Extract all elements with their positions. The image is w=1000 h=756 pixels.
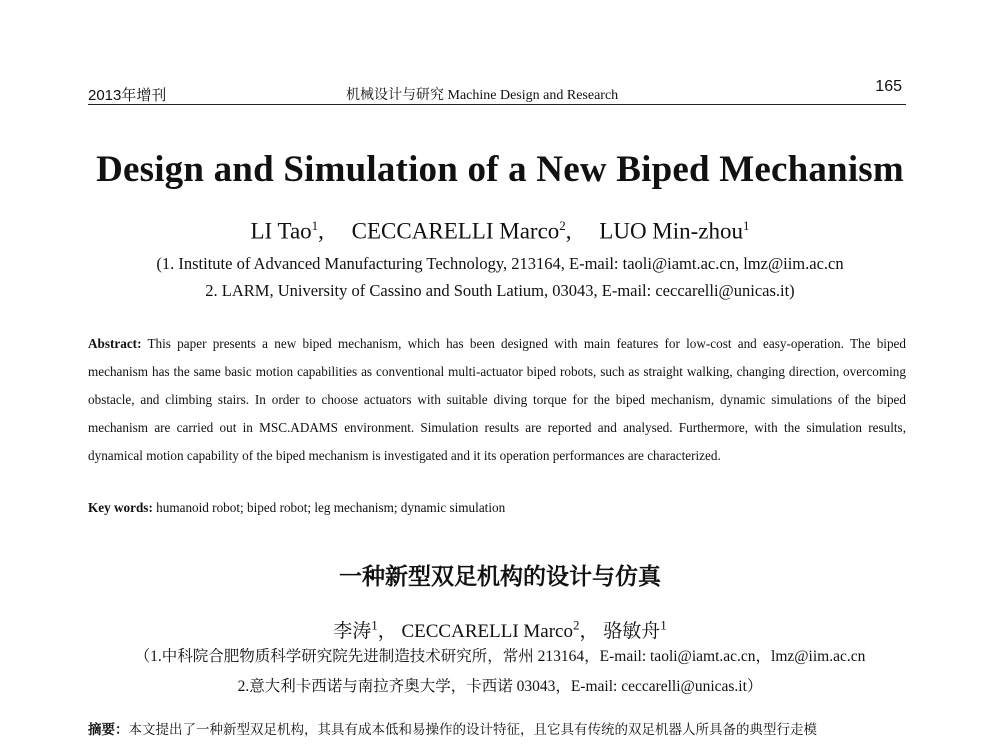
author-sup: 2 <box>559 218 566 233</box>
keywords-text: humanoid robot; biped robot; leg mechanism; dynamic simulation <box>156 500 506 515</box>
abstract-en <box>88 330 906 470</box>
abstract-cn-text: 本文提出了一种新型双足机构，其具有成本低和易操作的设计特征，且它具有传统的双足机器人所具备的典型行走模 <box>128 722 817 738</box>
author-name: CECCARELLI Marco <box>401 621 573 642</box>
keywords-label: Key words: <box>88 500 153 515</box>
affiliation-2-en: 2. LARM, University of Cassino and South Latium, 03043, E-mail: ceccarelli@unicas.it) <box>205 281 795 300</box>
author-sup: 1 <box>660 617 667 633</box>
affiliation-1-en: (1. Institute of Advanced Manufacturing Technology, 213164, E-mail: taoli@iamt.ac.cn, lmz@iim.ac.cn <box>156 254 844 273</box>
keywords-en <box>88 500 906 516</box>
author-name: 骆敏舟 <box>603 621 661 642</box>
author-name: 李涛 <box>333 621 372 642</box>
author-list-en: LI Tao$^1$, CECCARELLI Marco$^2$, LUO Min-zhou$^1$ <box>250 218 750 244</box>
abstract-cn-label: 摘要： <box>88 722 129 738</box>
author-sup: 1 <box>371 617 378 633</box>
running-header <box>88 78 906 105</box>
author-sup: 1 <box>311 218 319 233</box>
paper-title-cn: 一种新型双足机构的设计与仿真 <box>339 564 661 590</box>
page-number: 165 <box>875 78 902 95</box>
author-name: LI Tao <box>250 218 312 244</box>
affiliation-1-cn: （1.中科院合肥物质科学研究院先进制造技术研究所，常州 213164，E-mail: taoli@iamt.ac.cn，lmz@iim.ac.cn <box>134 648 866 665</box>
author-sup: 1 <box>743 218 750 233</box>
author-sup: 2 <box>573 617 580 633</box>
abstract-text: This paper presents a new biped mechanism, which has been designed with main features for low-cost and easy-operation. The biped mechanism has the same basic motion capabilities as conventional multi-actuator biped robots, such as straight walking, changing direction, overcoming obstacle, and climbing stairs. In order to choose actuators with suitable diving torque for the biped mechanism, dynamic simulations of the biped mechanism are carried out in MSC.ADAMS environment. Simulation results are reported and analysed. Furthermore, with the simulation results, dynamical motion capability of the biped mechanism is investigated and it its operation performances are characterized. <box>88 336 906 463</box>
abstract-label: Abstract: <box>88 336 142 351</box>
abstract-cn <box>88 716 906 744</box>
affiliation-2-cn: 2.意大利卡西诺与南拉齐奥大学，卡西诺 03043，E-mail: ceccarelli@unicas.it） <box>237 678 763 695</box>
author-name: CECCARELLI Marco <box>351 218 560 244</box>
author-list-cn: 李涛$^1$， CECCARELLI Marco$^2$， 骆敏舟$^1$ <box>333 617 667 642</box>
author-name: LUO Min-zhou <box>599 218 744 244</box>
journal-issue: 2013年增刊 <box>88 87 167 104</box>
journal-name: 机械设计与研究 Machine Design and Research <box>346 88 619 103</box>
paper-title-en: Design and Simulation of a New Biped Mechanism <box>96 149 904 190</box>
